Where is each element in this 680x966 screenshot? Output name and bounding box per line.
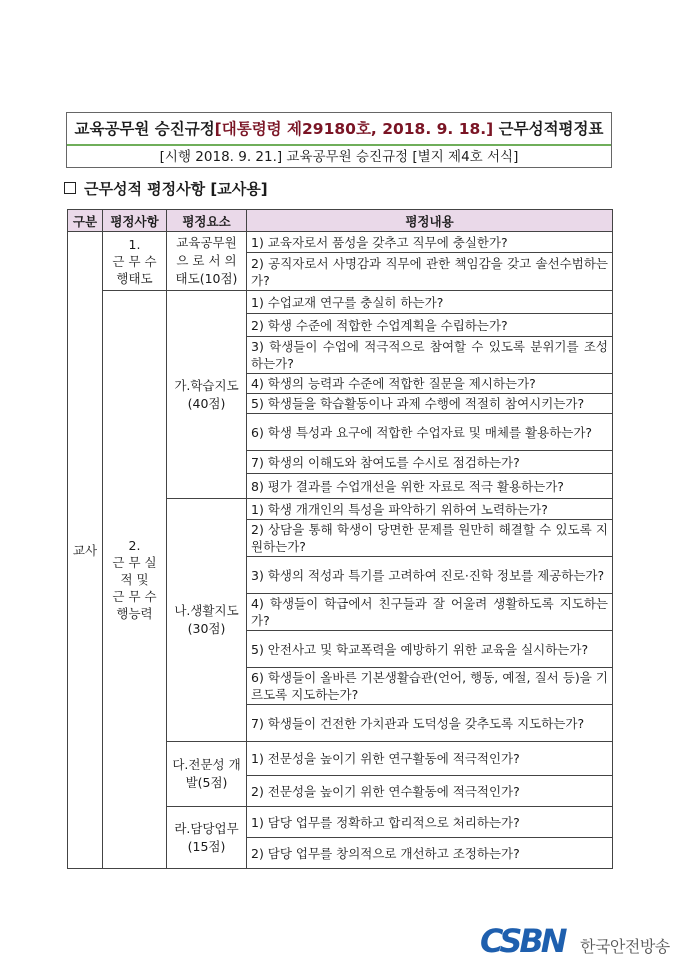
evaluation-item: 1) 전문성을 높이기 위한 연구활동에 적극적인가? [247,742,613,776]
evaluation-item: 1) 수업교재 연구를 충실히 하는가? [247,291,613,314]
form-title [67,115,611,144]
evaluation-item: 8) 평가 결과를 수업개선을 위한 자료로 적극 활용하는가? [247,474,613,499]
title-prefix: 교육공무원 승진규정 [74,120,215,138]
evaluation-item: 1) 교육자로서 품성을 갖추고 직무에 충실한가? [247,232,613,253]
element-cell: 가.학습지도 (40점) [167,291,247,499]
header-cell: 평정요소 [167,210,247,232]
evaluation-table [67,209,613,869]
header-row [68,210,613,232]
form-subtitle: [시행 2018. 9. 21.] 교육공무원 승진규정 [별지 제4호 서식] [159,149,519,165]
header-cell: 평정내용 [247,210,613,232]
evaluation-item: 3) 학생들이 수업에 적극적으로 참여할 수 있도록 분위기를 조성하는가? [247,337,613,374]
form-title-box [66,112,612,168]
criteria-cell: 2. 근 무 실 적 및 근 무 수 행능력 [103,291,167,869]
table-row [68,232,613,253]
evaluation-item: 5) 학생들을 학습활동이나 과제 수행에 적절히 참여시키는가? [247,394,613,414]
evaluation-item: 5) 안전사고 및 학교폭력을 예방하기 위한 교육을 실시하는가? [247,631,613,668]
evaluation-item: 4) 학생의 능력과 수준에 적합한 질문을 제시하는가? [247,374,613,394]
element-cell: 나.생활지도 (30점) [167,499,247,742]
criteria-cell: 1. 근 무 수 행태도 [103,232,167,291]
element-cell: 교육공무원 으 로 서 의 태도(10점) [167,232,247,291]
evaluation-item: 3) 학생의 적성과 특기를 고려하여 진로·진학 정보를 제공하는가? [247,557,613,594]
evaluation-item: 6) 학생 특성과 요구에 적합한 수업자료 및 매체를 활용하는가? [247,414,613,451]
header-cell: 구분 [68,210,103,232]
element-cell: 다.전문성 개 발(5점) [167,742,247,807]
evaluation-item: 7) 학생의 이해도와 참여도를 수시로 점검하는가? [247,451,613,474]
title-divider [67,144,611,146]
evaluation-item: 1) 담당 업무를 정확하고 합리적으로 처리하는가? [247,807,613,838]
section-title-text: 근무성적 평정사항 [교사용] [84,180,268,198]
evaluation-item: 2) 학생 수준에 적합한 수업계획을 수립하는가? [247,314,613,337]
evaluation-item: 2) 공직자로서 사명감과 직무에 관한 책임감을 갖고 솔선수범하는가? [247,253,613,291]
title-decree: [대통령령 제29180호, 2018. 9. 18.] [214,120,494,138]
svg-text:CSBN: CSBN [480,922,565,960]
evaluation-item: 2) 상담을 통해 학생이 당면한 문제를 원만히 해결할 수 있도록 지원하는가? [247,520,613,557]
section-title [64,178,268,200]
evaluation-item: 7) 학생들이 건전한 가치관과 도덕성을 갖추도록 지도하는가? [247,705,613,742]
evaluation-item: 2) 담당 업무를 창의적으로 개선하고 조정하는가? [247,838,613,869]
evaluation-item: 2) 전문성을 높이기 위한 연수활동에 적극적인가? [247,776,613,807]
table-row [68,291,613,314]
square-bullet-icon [64,182,76,194]
evaluation-item: 6) 학생들이 올바른 기본생활습관(언어, 행동, 예절, 질서 등)을 기르도록 지도하는가? [247,668,613,705]
title-suffix: 근무성적평정표 [493,120,604,138]
category-cell: 교사 [68,232,103,869]
header-cell: 평정사항 [103,210,167,232]
element-cell: 라.담당업무 (15점) [167,807,247,869]
broadcaster-name: 한국안전방송 [580,937,670,956]
evaluation-item: 4) 학생들이 학급에서 친구들과 잘 어울려 생활하도록 지도하는가? [247,594,613,631]
evaluation-item: 1) 학생 개개인의 특성을 파악하기 위하여 노력하는가? [247,499,613,520]
